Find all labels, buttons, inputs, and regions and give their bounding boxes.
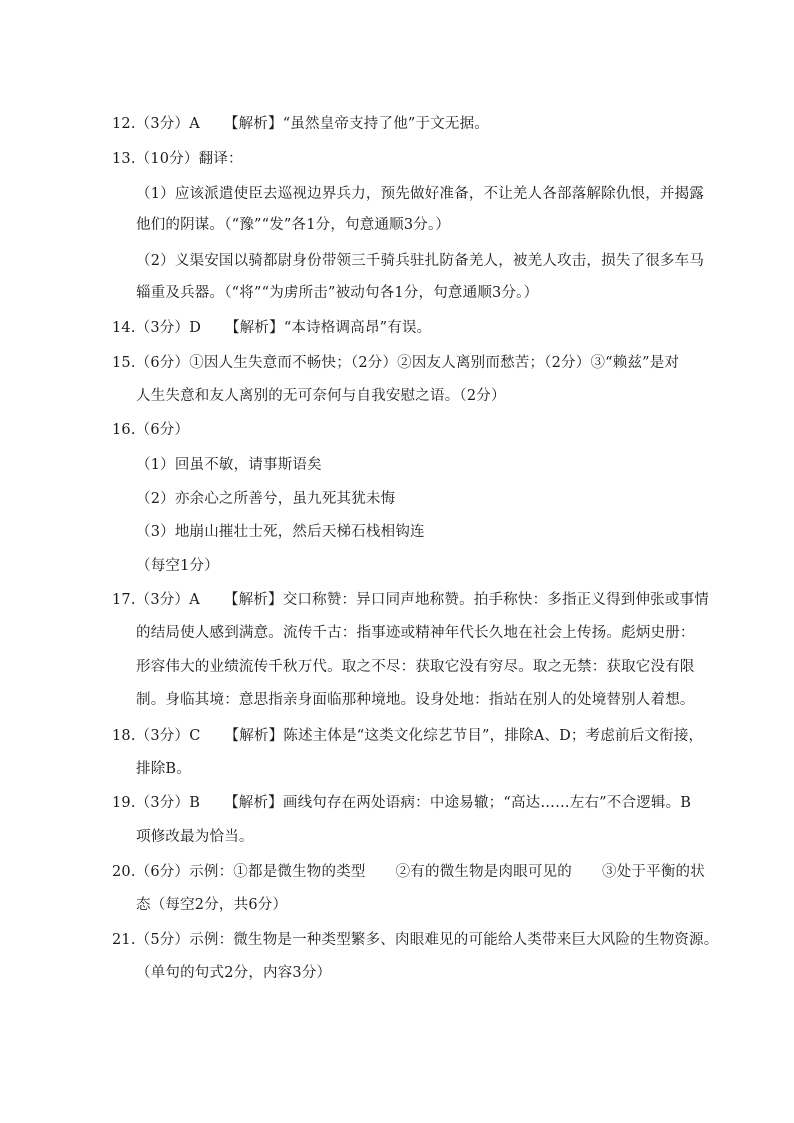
q21-line (112, 930, 718, 950)
q20-number: 20. (112, 864, 136, 880)
q17-number: 17. (112, 592, 136, 608)
q13-p1a: （1）应该派遣使臣去巡视边界兵力，预先做好准备，不让羌人各部落解除仇恨，并揭露 (136, 186, 705, 202)
q21-text-a: 微生物是一种类型繁多、肉眼难见的可能给人类带来巨大风险的生物资源。 (233, 932, 719, 948)
q15-line (112, 353, 679, 373)
q16-line (112, 420, 189, 440)
q19-text-a: 画线句存在两处语病：中途易辙；“高达……左右”不合逻辑。B (282, 795, 692, 811)
q16-s2: （2）亦余心之所善兮，虽九死其犹未悔 (136, 491, 396, 507)
q18-text-a: 陈述主体是“这类文化综艺节目”，排除A、D；考虑前后文衔接， (283, 728, 704, 744)
q14-text: “本诗格调高昂”有误。 (283, 320, 432, 336)
q18-score: （3分）C (135, 728, 201, 744)
q19-tag: 【解析】 (224, 795, 283, 811)
q16-s1: （1）回虽不敏，请事斯语矣 (136, 457, 322, 473)
q18-text-b: 排除B。 (136, 761, 191, 777)
q18-tag: 【解析】 (224, 728, 284, 744)
q13-p2a: （2）义渠安国以骑都尉身份带领三千骑兵驻扎防备羌人，被羌人攻击，损失了很多车马 (136, 253, 705, 269)
q20-c2: ②有的微生物是肉眼可见的 (395, 864, 573, 880)
q18-number: 18. (112, 728, 136, 744)
q13-number: 13. (112, 151, 136, 167)
q20-line (112, 862, 705, 882)
q13-label: 翻译： (198, 151, 243, 167)
q17-text-c: 形容伟大的业绩流传千秋万代。取之不尽：获取它没有穷尽。取之无禁：获取它没有限 (136, 659, 695, 675)
q20-c3a: ③处于平衡的状 (602, 864, 705, 880)
q20-c3b: 态（每空2分，共6分） (136, 897, 288, 913)
q15-text-a: ①因人生失意而不畅快；（2分）②因友人离别而愁苦；（2分）③“赖兹”是对 (189, 355, 680, 371)
q19-number: 19. (112, 795, 136, 811)
q14-score: （3分）D (135, 320, 202, 336)
q16-s3: （3）地崩山摧壮士死，然后天梯石栈相钩连 (136, 524, 425, 540)
q13-p2b: 辎重及兵器。（“将”“为虏所击”被动句各1分，句意通顺3分。） (136, 285, 539, 301)
q15-number: 15. (112, 355, 136, 371)
q19-text-b: 项修改最为恰当。 (136, 829, 254, 845)
q19-line (112, 793, 691, 813)
q21-text-b: （单句的句式2分，内容3分） (136, 965, 332, 981)
q17-text-b: 的结局使人感到满意。流传千古：指事迹或精神年代长久地在社会上传扬。彪炳史册： (136, 625, 695, 641)
q15-score: （6分） (135, 355, 190, 371)
q19-score: （3分）B (135, 795, 201, 811)
q12-line (112, 114, 489, 134)
q13-score: （10分） (135, 151, 199, 167)
q20-score: （6分）示例： (135, 864, 234, 880)
q21-score: （5分）示例： (135, 932, 234, 948)
q17-text-a: 交口称赞：异口同声地称赞。拍手称快：多指正义得到伸张或事情 (282, 592, 709, 608)
q13-line (112, 149, 243, 169)
q12-score: （3分）A (135, 116, 200, 132)
q17-score: （3分）A (135, 592, 200, 608)
q14-tag: 【解析】 (225, 320, 284, 336)
q18-line (112, 726, 703, 746)
q13-p1b: 他们的阴谋。（“豫”“发”各1分，句意通顺3分。） (136, 217, 451, 233)
q20-c1: ①都是微生物的类型 (233, 864, 366, 880)
q17-line (112, 590, 709, 610)
q16-score: （6分） (135, 422, 190, 438)
q17-text-d: 制。身临其境：意思指亲身面临那种境地。设身处地：指站在别人的处境替别人着想。 (136, 692, 695, 708)
q16-number: 16. (112, 422, 136, 438)
q12-tag: 【解析】 (223, 116, 283, 132)
q16-note: （每空1分） (136, 558, 219, 574)
q12-text: “虽然皇帝支持了他”于文无据。 (282, 116, 490, 132)
q12-number: 12. (112, 116, 136, 132)
q21-number: 21. (112, 932, 136, 948)
q14-line (112, 318, 431, 338)
q17-tag: 【解析】 (223, 592, 283, 608)
q15-text-b: 人生失意和友人离别的无可奈何与自我安慰之语。（2分） (136, 388, 506, 404)
q14-number: 14. (112, 320, 136, 336)
